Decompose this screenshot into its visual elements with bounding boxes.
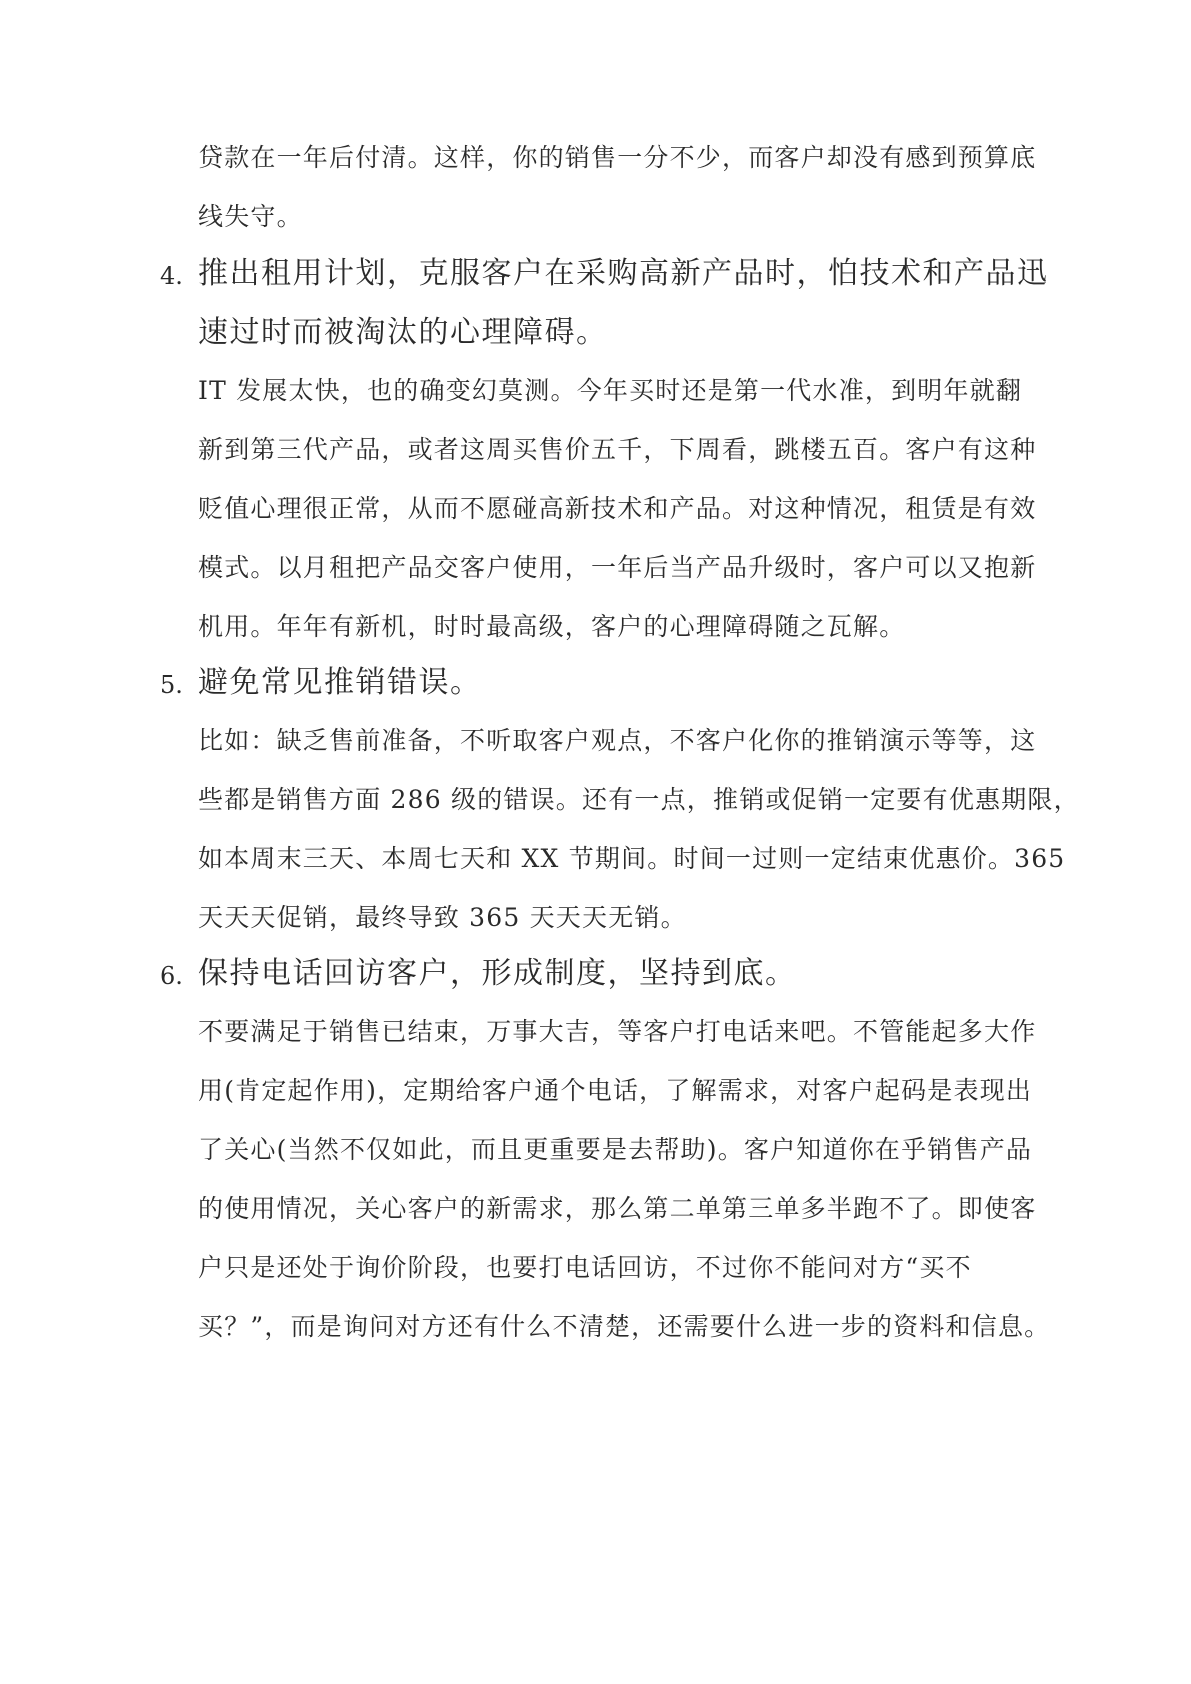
section-number: 6. (160, 962, 183, 990)
paragraph-line: 不要满足于销售已结束，万事大吉，等客户打电话来吧。不管能起多大作 (198, 1017, 1037, 1046)
paragraph-line: 比如：缺乏售前准备，不听取客户观点，不客户化你的推销演示等等，这 (198, 726, 1037, 755)
paragraph-line: 新到第三代产品，或者这周买售价五千，下周看，跳楼五百。客户有这种 (198, 435, 1037, 464)
section-number: 5. (160, 671, 183, 699)
paragraph-line: 贷款在一年后付清。这样，你的销售一分不少，而客户却没有感到预算底 (198, 143, 1037, 172)
section-heading: 推出租用计划，克服客户在采购高新产品时，怕技术和产品迅 (198, 256, 1049, 291)
paragraph-line: IT 发展太快，也的确变幻莫测。今年买时还是第一代水准，到明年就翻 (198, 376, 1023, 405)
paragraph-line: 如本周末三天、本周七天和 XX 节期间。时间一过则一定结束优惠价。365 (198, 844, 1066, 873)
paragraph-line: 些都是销售方面 286 级的错误。还有一点，推销或促销一定要有优惠期限， (198, 785, 1080, 814)
section-heading: 速过时而被淘汰的心理障碍。 (198, 315, 608, 350)
paragraph-line: 买？”，而是询问对方还有什么不清楚，还需要什么进一步的资料和信息。 (198, 1312, 1051, 1341)
section-number: 4. (160, 262, 183, 290)
paragraph-line: 线失守。 (198, 202, 303, 231)
paragraph-line: 的使用情况，关心客户的新需求，那么第二单第三单多半跑不了。即使客 (198, 1194, 1037, 1223)
paragraph-line: 户只是还处于询价阶段，也要打电话回访，不过你不能问对方“买不 (198, 1253, 972, 1282)
paragraph-line: 机用。年年有新机，时时最高级，客户的心理障碍随之瓦解。 (198, 612, 906, 641)
section-heading: 保持电话回访客户，形成制度，坚持到底。 (198, 956, 797, 991)
paragraph-line: 贬值心理很正常，从而不愿碰高新技术和产品。对这种情况，租赁是有效 (198, 494, 1037, 523)
section-heading: 避免常见推销错误。 (198, 665, 482, 700)
paragraph-line: 模式。以月租把产品交客户使用，一年后当产品升级时，客户可以又抱新 (198, 553, 1037, 582)
paragraph-line: 天天天促销，最终导致 365 天天天无销。 (198, 903, 687, 932)
paragraph-line: 用(肯定起作用)，定期给客户通个电话，了解需求，对客户起码是表现出 (198, 1076, 1033, 1105)
paragraph-line: 了关心(当然不仅如此，而且更重要是去帮助)。客户知道你在乎销售产品 (198, 1135, 1033, 1164)
